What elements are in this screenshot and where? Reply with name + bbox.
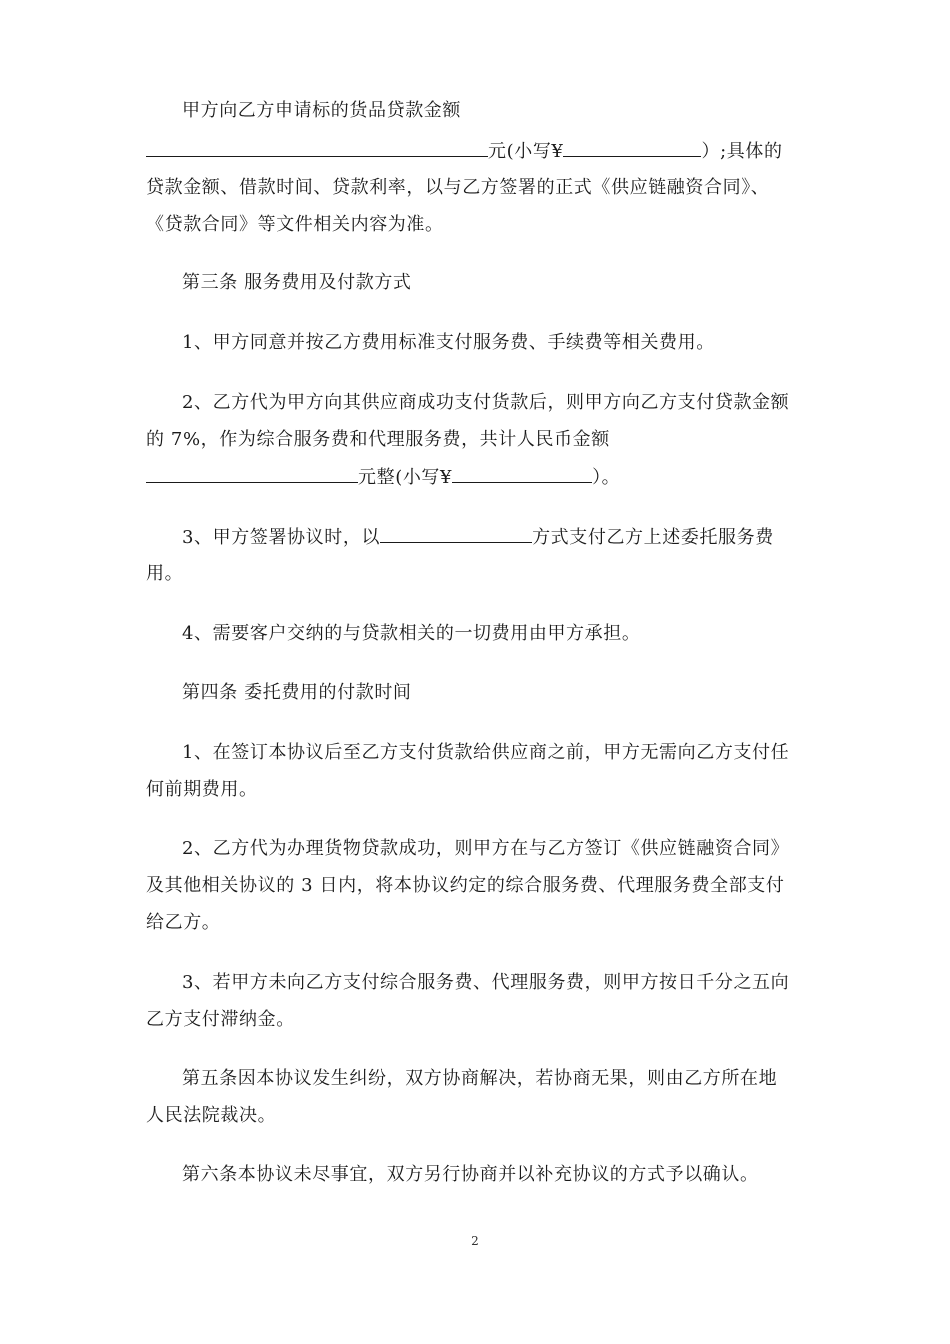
service-fee-figure-blank [452, 464, 592, 483]
service-fee-blank [146, 464, 358, 483]
article-4-item-1-line2: 何前期费用。 [146, 779, 258, 800]
article-3-item-3-line2: 用。 [146, 563, 184, 584]
article-5-line1: 第五条因本协议发生纠纷，双方协商解决，若协商无果，则由乙方所在地 [182, 1068, 778, 1089]
article-5-line2: 人民法院裁决。 [146, 1105, 277, 1126]
article-3-item-3-line1-b: 方式支付乙方上述委托服务费 [532, 527, 774, 548]
article-3-item-3-line1 [182, 524, 774, 551]
article-4-title: 第四条 委托费用的付款时间 [182, 682, 412, 703]
page-number: 2 [471, 1234, 479, 1248]
article-6: 第六条本协议未尽事宜，双方另行协商并以补充协议的方式予以确认。 [182, 1164, 759, 1185]
p1-line2-a: 元(小写¥ [488, 141, 564, 162]
p1-line4: 《贷款合同》等文件相关内容为准。 [146, 214, 444, 235]
article-3-item-1: 1、甲方同意并按乙方费用标准支付服务费、手续费等相关费用。 [182, 332, 715, 353]
article-4-item-2-line3: 给乙方。 [146, 912, 221, 933]
article-3-item-2-line3 [146, 464, 620, 491]
loan-amount-figure-blank [563, 138, 701, 157]
p1-line2-b: ）;具体的 [701, 141, 783, 162]
article-3-item-3-line1-a: 3、甲方签署协议时，以 [182, 527, 381, 548]
p1-line3: 贷款金额、借款时间、贷款利率，以与乙方签署的正式《供应链融资合同》、 [146, 177, 770, 198]
article-3-title: 第三条 服务费用及付款方式 [182, 272, 412, 293]
article-3-item-2-line2: 的 7%，作为综合服务费和代理服务费，共计人民币金额 [146, 429, 610, 450]
article-4-item-3-line1: 3、若甲方未向乙方支付综合服务费、代理服务费，则甲方按日千分之五向 [182, 972, 790, 993]
article-4-item-2-line1: 2、乙方代为办理货物贷款成功，则甲方在与乙方签订《供应链融资合同》 [182, 838, 790, 859]
p1-line1: 甲方向乙方申请标的货品贷款金额 [182, 100, 461, 121]
article-3-item-2-line3-b: ）。 [592, 467, 621, 488]
article-4-item-1-line1: 1、在签订本协议后至乙方支付货款给供应商之前，甲方无需向乙方支付任 [182, 742, 790, 763]
article-3-item-4: 4、需要客户交纳的与贷款相关的一切费用由甲方承担。 [182, 623, 641, 644]
article-4-item-2-line2: 及其他相关协议的 3 日内，将本协议约定的综合服务费、代理服务费全部支付 [146, 875, 785, 896]
article-3-item-2-line1: 2、乙方代为甲方向其供应商成功支付货款后，则甲方向乙方支付贷款金额 [182, 392, 790, 413]
article-4-item-3-line2: 乙方支付滞纳金。 [146, 1009, 295, 1030]
payment-method-blank [380, 524, 532, 543]
p1-line2 [146, 138, 783, 165]
loan-amount-blank [146, 138, 488, 157]
article-3-item-2-line3-a: 元整(小写¥ [358, 467, 453, 488]
